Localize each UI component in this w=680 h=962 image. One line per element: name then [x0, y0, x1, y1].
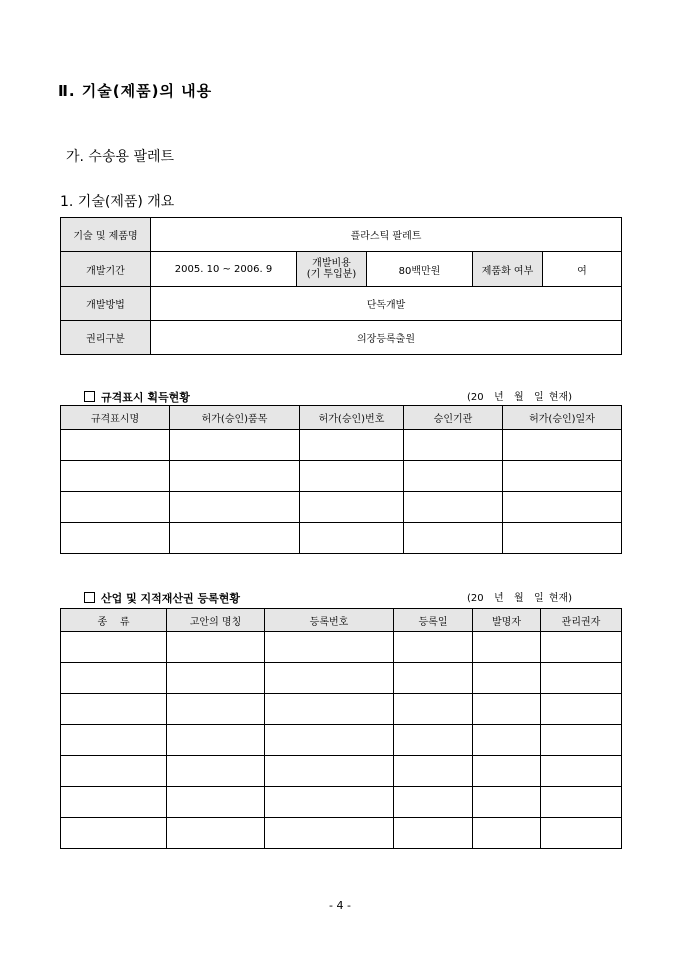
checkbox-icon	[84, 391, 95, 402]
table-row	[61, 632, 622, 663]
checkbox-icon	[84, 592, 95, 603]
cost-label-line1: 개발비용	[312, 258, 351, 269]
cost-value: 80백만원	[367, 252, 473, 287]
commercial-label: 제품화 여부	[473, 252, 543, 287]
table-row	[61, 694, 622, 725]
table-row	[61, 287, 622, 321]
standards-table	[60, 405, 622, 554]
column-header: 승인기관	[404, 406, 503, 430]
column-header: 발명자	[473, 609, 541, 632]
table-row	[61, 461, 622, 492]
table-header-row	[61, 406, 622, 430]
period-label: 개발기간	[61, 252, 151, 287]
ip-title	[84, 590, 240, 606]
section-heading: Ⅱ. 기술(제품)의 내용	[58, 82, 213, 100]
period-value: 2005. 10 ~ 2006. 9	[151, 252, 297, 287]
cost-label	[297, 252, 367, 287]
method-value: 단독개발	[151, 287, 622, 321]
table-row	[61, 430, 622, 461]
product-name-value: 플라스틱 팔레트	[151, 218, 622, 252]
column-header: 규격표시명	[61, 406, 170, 430]
rights-label: 권리구분	[61, 321, 151, 355]
ip-title-text: 산업 및 지적재산권 등록현황	[101, 592, 240, 605]
ip-table	[60, 608, 622, 849]
item-heading: 1. 기술(제품) 개요	[60, 194, 175, 210]
page-number: - 4 -	[329, 899, 351, 912]
table-row	[61, 756, 622, 787]
product-name-label: 기술 및 제품명	[61, 218, 151, 252]
column-header: 등록번호	[265, 609, 394, 632]
ip-date-note: (20 년 월 일 현재)	[467, 593, 573, 604]
rights-value: 의장등록출원	[151, 321, 622, 355]
commercial-value: 여	[543, 252, 622, 287]
table-row	[61, 523, 622, 554]
column-header: 허가(승인)일자	[503, 406, 622, 430]
table-row	[61, 218, 622, 252]
column-header: 허가(승인)번호	[300, 406, 404, 430]
table-row	[61, 787, 622, 818]
table-row	[61, 492, 622, 523]
column-header: 허가(승인)품목	[170, 406, 300, 430]
table-row	[61, 321, 622, 355]
column-header: 관리권자	[541, 609, 622, 632]
table-row	[61, 252, 622, 287]
table-row	[61, 663, 622, 694]
table-row	[61, 725, 622, 756]
column-header: 고안의 명칭	[167, 609, 265, 632]
column-header: 종 류	[61, 609, 167, 632]
cost-label-line2: (기 투입분)	[306, 269, 357, 280]
standards-title	[84, 389, 190, 405]
standards-date-note: (20 년 월 일 현재)	[467, 392, 573, 403]
table-row	[61, 818, 622, 849]
standards-title-text: 규격표시 획득현황	[101, 391, 190, 404]
column-header: 등록일	[394, 609, 473, 632]
table-header-row	[61, 609, 622, 632]
overview-table	[60, 217, 622, 355]
subsection-heading: 가. 수송용 팔레트	[66, 149, 175, 165]
method-label: 개발방법	[61, 287, 151, 321]
